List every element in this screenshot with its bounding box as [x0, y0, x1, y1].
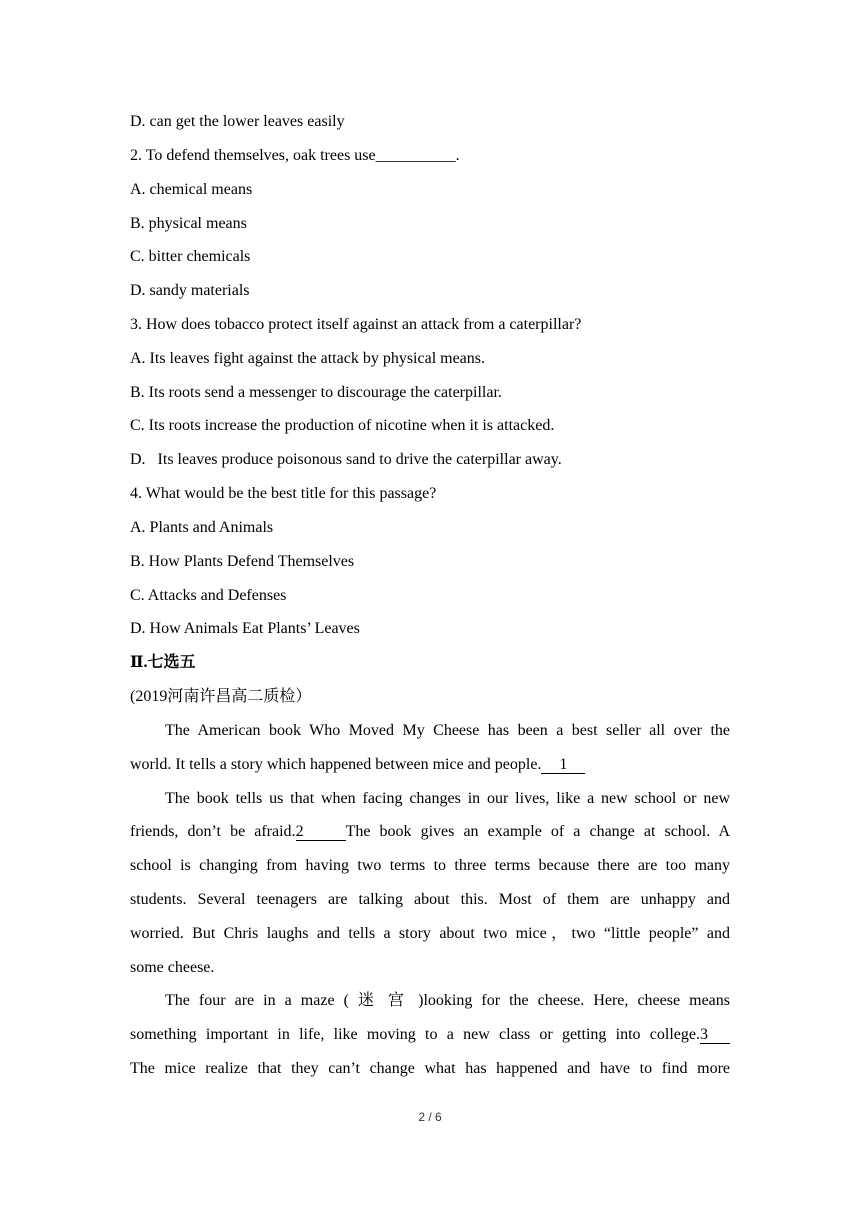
option-line: B. physical means	[130, 215, 247, 232]
passage-line: worried. But Chris laughs and tells a story about two mice，two “little people” and	[130, 925, 730, 942]
option-line: C. Its roots increase the production of nicotine when it is attacked.	[130, 417, 555, 434]
option-line: A. Plants and Animals	[130, 519, 274, 536]
passage-line: The mice realize that they can’t change what has happened and have to find more	[130, 1060, 730, 1077]
passage-line	[130, 1025, 730, 1045]
passage-text: something important in life, like moving to a new class or getting into college.	[130, 1026, 700, 1043]
option-line: A. Its leaves fight against the attack by physical means.	[130, 350, 486, 367]
passage-text: The book gives an example of a change at school. A	[345, 823, 731, 840]
option-line: D. How Animals Eat Plants’ Leaves	[130, 620, 360, 637]
question-line: 2. To defend themselves, oak trees use__________.	[130, 147, 460, 164]
passage-line	[130, 822, 730, 842]
answer-blank-2: 2	[296, 823, 346, 841]
option-line: B. Its roots send a messenger to discourage the caterpillar.	[130, 384, 502, 401]
option-line: D. can get the lower leaves easily	[130, 113, 345, 130]
passage-line: The book tells us that when facing changes in our lives, like a new school or new	[165, 790, 730, 807]
question-line: 3. How does tobacco protect itself against an attack from a caterpillar?	[130, 316, 582, 333]
passage-line: students. Several teenagers are talking about this. Most of them are unhappy and	[130, 891, 730, 908]
section-heading: Ⅱ.七选五	[130, 654, 196, 671]
passage-line: school is changing from having two terms to three terms because there are too many	[130, 857, 730, 874]
section-source: (2019河南许昌高二质检）	[130, 688, 312, 705]
option-line: D. Its leaves produce poisonous sand to drive the caterpillar away.	[130, 451, 562, 468]
question-line: 4. What would be the best title for this passage?	[130, 485, 437, 502]
passage-text: friends, don’t be afraid.	[130, 823, 296, 840]
option-line: B. How Plants Defend Themselves	[130, 553, 355, 570]
option-line: C. bitter chemicals	[130, 248, 251, 265]
passage-line: some cheese.	[130, 959, 215, 976]
passage-text: world. It tells a story which happened between mice and people.	[130, 756, 542, 773]
answer-blank-1: 1	[541, 756, 585, 774]
option-line: D. sandy materials	[130, 282, 250, 299]
page-number: 2 / 6	[418, 1110, 442, 1124]
passage-line	[130, 755, 585, 775]
option-line: A. chemical means	[130, 181, 253, 198]
option-line: C. Attacks and Defenses	[130, 587, 287, 604]
answer-blank-3: 3	[700, 1026, 730, 1044]
passage-line: The four are in a maze ( 迷 宫 )looking for the cheese. Here, cheese means	[165, 992, 730, 1009]
passage-line: The American book Who Moved My Cheese has been a best seller all over the	[165, 722, 730, 739]
